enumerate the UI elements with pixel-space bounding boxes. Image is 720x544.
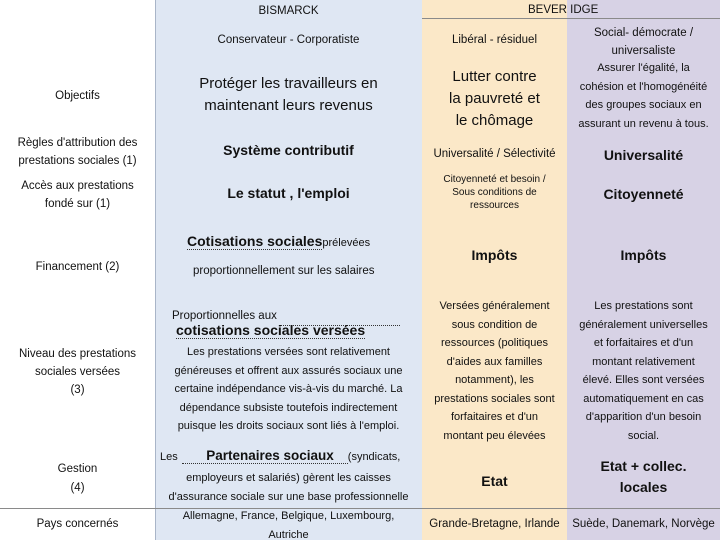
social-pays: Suède, Danemark, Norvège xyxy=(572,518,715,530)
row-label-financement: Financement (2) xyxy=(35,261,120,273)
row-label-gestion: Gestion (4) xyxy=(57,463,98,494)
header-beveridge: BEVER IDGE xyxy=(528,4,599,16)
liberal-gestion: Etat xyxy=(481,473,508,489)
social-financement: Impôts xyxy=(620,247,667,263)
row-label-attribution: Règles d'attribution des prestations sociales (1) xyxy=(17,137,138,167)
header-divider xyxy=(422,18,720,19)
bismarck-type: Conservateur - Corporatiste xyxy=(217,34,360,46)
bismarck-gestion-line1: Les Partenaires sociaux (syndicats, xyxy=(160,448,401,463)
social-type: Social- démocrate / universaliste xyxy=(593,27,694,57)
liberal-niveau: Versées généralement sous condition de ressources (politiques d'aides aux familles notamment), les prestations sociales sont forfaitaires et d'un montant peu élevées xyxy=(434,300,555,442)
liberal-type: Libéral - résiduel xyxy=(451,34,537,46)
row-label-objectifs: Objectifs xyxy=(55,90,100,102)
social-acces: Citoyenneté xyxy=(603,186,684,202)
bismarck-financement-line2: proportionnellement sur les salaires xyxy=(193,265,375,277)
row-label-acces: Accès aux prestations fondé sur (1) xyxy=(21,180,134,210)
liberal-acces: Citoyenneté et besoin / Sous conditions de ressources xyxy=(443,174,546,211)
bismarck-niveau-text: Les prestations versées sont relativement généreuses et offrent aux assurés sociaux une certaine indépendance vis-à-vis du marché. La dépendance subsiste toutefois indirectement puisque les droits sociaux sont liés à l'emploi. xyxy=(174,346,403,432)
blank-cotisations: Cotisations sociales xyxy=(187,233,323,249)
bismarck-niveau-blank: cotisations sociales versées xyxy=(176,322,366,338)
liberal-attribution: Universalité / Sélectivité xyxy=(433,148,556,160)
liberal-objectifs: Lutter contre la pauvreté et le chômage xyxy=(449,68,540,129)
bismarck-objectifs: Protéger les travailleurs en maintenant leurs revenus xyxy=(199,75,378,114)
bismarck-gestion-text: employeurs et salariés) gèrent les caisses d'assurance sociale sur une base professionnelle xyxy=(168,472,409,503)
row-label-niveau: Niveau des prestations sociales versées (3) xyxy=(19,348,136,396)
liberal-financement: Impôts xyxy=(471,247,518,263)
social-niveau: Les prestations sont généralement universelles et forfaitaires et d'un montant relativement élevé. Elles sont versées automatiquement en cas d'apparition d'un besoin social. xyxy=(579,300,708,442)
bismarck-attribution: Système contributif xyxy=(223,142,354,158)
bismarck-niveau-intro: Proportionnelles aux xyxy=(172,307,422,326)
bismarck-acces: Le statut , l'emploi xyxy=(227,185,350,201)
social-gestion: Etat + collec. locales xyxy=(600,458,687,495)
bismarck-pays: Allemagne, France, Belgique, Luxembourg, Autriche xyxy=(182,510,395,541)
blank-partenaires: Partenaires sociaux xyxy=(182,448,348,464)
social-objectifs: Assurer l'égalité, la cohésion et l'homogénéité des groupes sociaux en assurant un revenu à tous. xyxy=(578,62,709,130)
social-attribution: Universalité xyxy=(603,147,684,163)
liberal-pays: Grande-Bretagne, Irlande xyxy=(429,518,560,530)
row-label-pays: Pays concernés xyxy=(36,518,119,530)
bismarck-financement: Cotisations socialesprélevées xyxy=(187,233,371,249)
header-bismarck: BISMARCK xyxy=(258,5,319,17)
